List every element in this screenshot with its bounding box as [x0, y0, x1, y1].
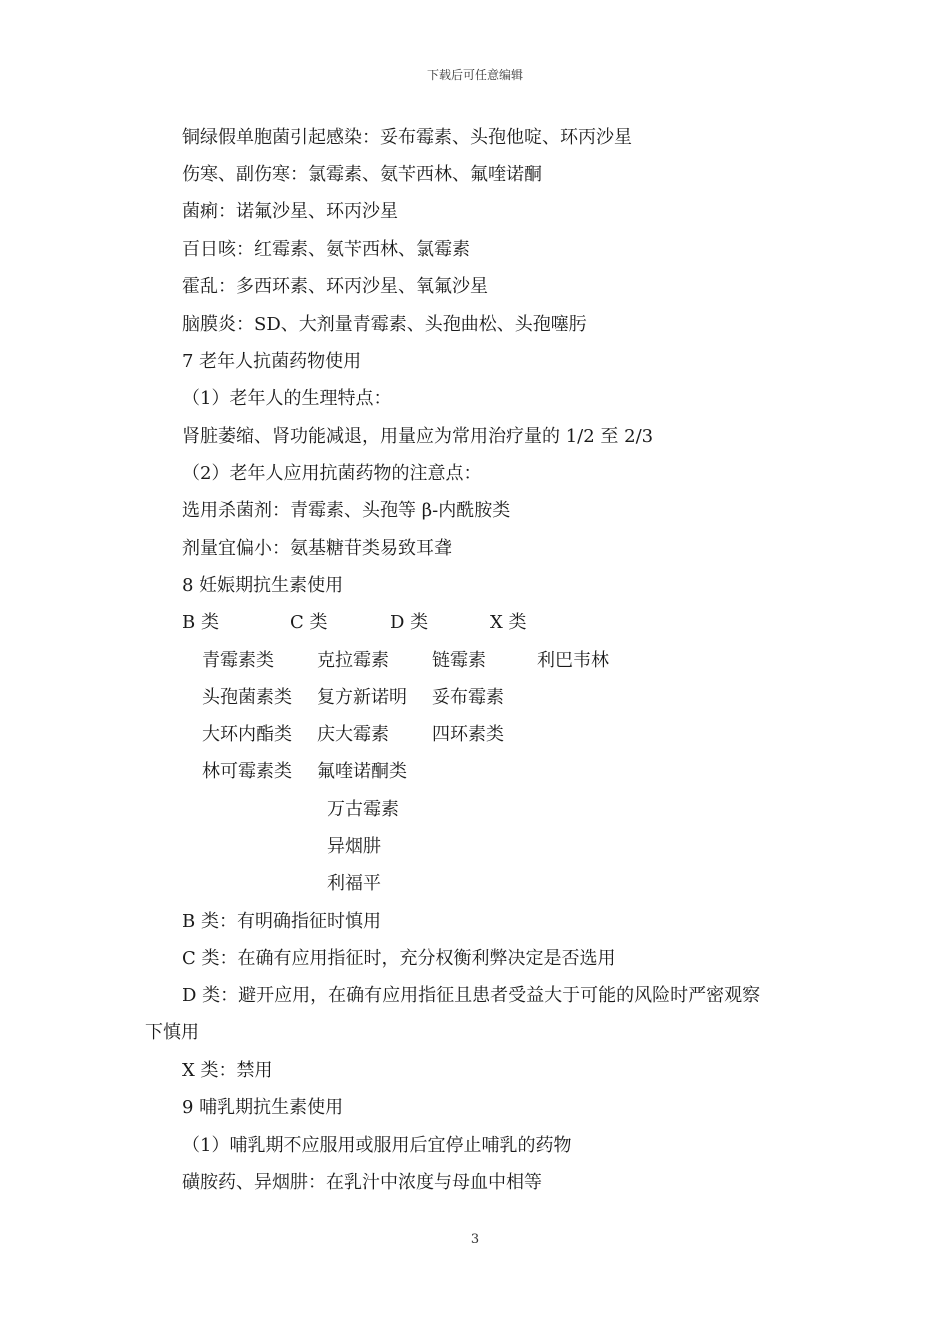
table-cell: 大环内酯类 [202, 724, 292, 745]
category-note: 下慎用 [145, 1022, 199, 1043]
table-cell: 妥布霉素 [432, 687, 504, 708]
category-header: D 类 [390, 612, 429, 633]
text-line: 伤寒、副伤寒：氯霉素、氨苄西林、氟喹诺酮 [182, 164, 542, 185]
table-cell: 克拉霉素 [317, 650, 389, 671]
page-header: 下载后可任意编辑 [426, 68, 523, 82]
table-cell: 四环素类 [432, 724, 504, 745]
category-note: B 类：有明确指征时慎用 [182, 911, 381, 932]
table-cell: 万古霉素 [327, 799, 399, 820]
table-cell: 链霉素 [432, 650, 486, 671]
table-cell: 异烟肼 [327, 836, 381, 857]
category-header: B 类 [182, 612, 219, 633]
section-heading: 7 老年人抗菌药物使用 [182, 351, 362, 372]
section-heading: 8 妊娠期抗生素使用 [182, 575, 344, 596]
table-cell: 庆大霉素 [317, 724, 389, 745]
text-line: （1）老年人的生理特点： [182, 388, 392, 409]
text-line: （1）哺乳期不应服用或服用后宜停止哺乳的药物 [182, 1135, 572, 1156]
page-number: 3 [470, 1232, 480, 1247]
text-line: 霍乱：多西环素、环丙沙星、氧氟沙星 [182, 276, 488, 297]
category-note: C 类：在确有应用指征时，充分权衡利弊决定是否选用 [182, 948, 616, 969]
text-line: 脑膜炎：SD、大剂量青霉素、头孢曲松、头孢噻肟 [182, 314, 587, 335]
text-line: 肾脏萎缩、肾功能减退，用量应为常用治疗量的 1/2 至 2/3 [182, 426, 654, 447]
category-header: X 类 [490, 612, 527, 633]
text-line: 磺胺药、异烟肼：在乳汁中浓度与母血中相等 [182, 1172, 542, 1193]
category-note: D 类：避开应用，在确有应用指征且患者受益大于可能的风险时严密观察 [182, 985, 761, 1006]
section-heading: 9 哺乳期抗生素使用 [182, 1097, 344, 1118]
text-line: 菌痢：诺氟沙星、环丙沙星 [182, 201, 398, 222]
table-cell: 复方新诺明 [317, 687, 407, 708]
category-header: C 类 [290, 612, 328, 633]
table-cell: 头孢菌素类 [202, 687, 292, 708]
table-cell: 氟喹诺酮类 [317, 761, 407, 782]
category-note: X 类：禁用 [182, 1060, 273, 1081]
table-cell: 利巴韦林 [537, 650, 609, 671]
text-line: 百日咳：红霉素、氨苄西林、氯霉素 [182, 239, 470, 260]
text-line: 剂量宜偏小：氨基糖苷类易致耳聋 [182, 538, 452, 559]
table-cell: 林可霉素类 [202, 761, 292, 782]
text-line: 铜绿假单胞菌引起感染：妥布霉素、头孢他啶、环丙沙星 [182, 127, 632, 148]
table-cell: 利福平 [327, 873, 381, 894]
text-line: 选用杀菌剂：青霉素、头孢等 β-内酰胺类 [182, 500, 511, 521]
text-line: （2）老年人应用抗菌药物的注意点： [182, 463, 482, 484]
table-cell: 青霉素类 [202, 650, 274, 671]
